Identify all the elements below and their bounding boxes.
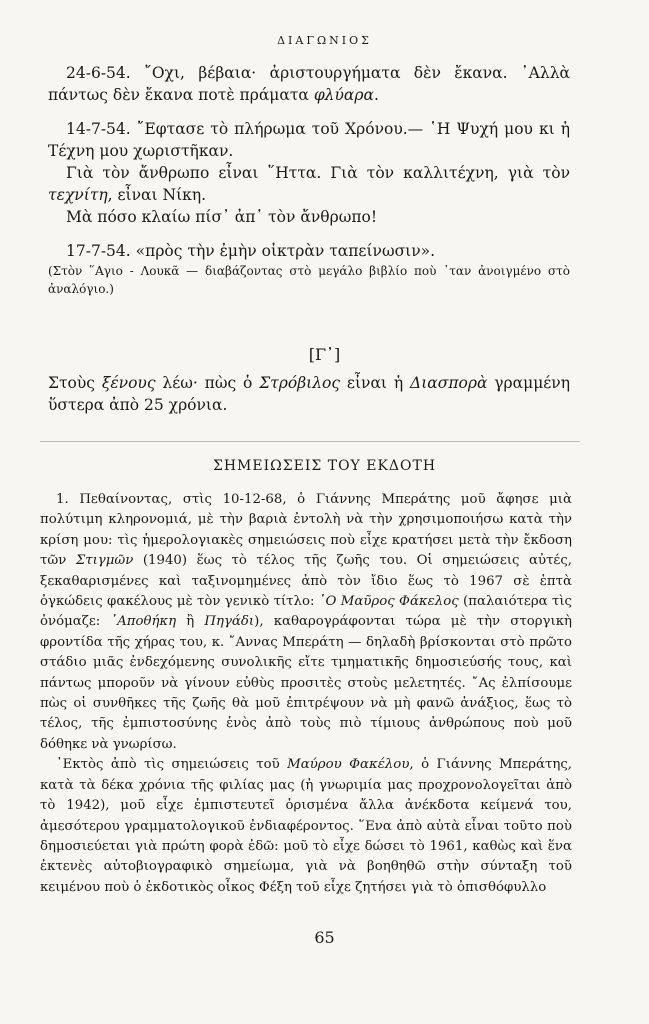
- entry-text: .: [373, 86, 379, 104]
- section-text-part: λέω· πὼς ὁ: [155, 374, 260, 392]
- diary-entries: [48, 62, 570, 310]
- section-emphasis: ξένους: [101, 374, 156, 392]
- notes-text: (1940) ἕως τὸ τέλος τῆς ζωῆς του. Οἱ σημειώσεις αὐτές, ξεκαθαρισμένες καὶ ταξινομημένες ἀπὸ τὸν ἴδιο ἕως τὸ 1967 σὲ ἑπτὰ ὀγκώδεις φακέλους μὲ τὸν γενικὸ τίτλο:: [40, 553, 572, 610]
- notes-text: ), καθαρογράφονται τώρα μὲ τὴν στοργικὴ φροντίδα τῆς χήρας του, κ. ῎Αννας Μπεράτη — δηλαδὴ βρίσκονται στὸ πρῶτο στάδιο μιᾶς ἐνδεχόμενης συνολικῆς εἴτε τμηματικῆς δημοσιεύσής τους, καὶ πάντως μποροῦν νὰ γίνουν εὐθὺς προσιτὲς στοὺς μελετητές. ῎Ας ἐλπίσουμε πὼς οἱ συνθῆκες τῆς ζωῆς θὰ μοῦ ἐπιτρέψουν νὰ μὴ φανῶ ἀνάξιος, ἕως τὸ τέλος, τῆς ἐμπιστοσύνης ἑνὸς ἀπὸ τοὺς πιὸ τίμιους ἀνθρώπους ποὺ μοῦ δόθηκε νὰ γνωρίσω.: [40, 614, 572, 752]
- editor-notes: [40, 490, 572, 898]
- entry-text: ῎Οχι, βέβαια· ἀριστουργήματα δὲν ἔκανα. ᾽Αλλὰ πάντως δὲν ἔκανα ποτὲ πράματα: [48, 64, 570, 104]
- entry-paragraph: Μὰ πόσο κλαίω πίσ᾽ ἀπ᾽ τὸν ἄνθρωπο!: [66, 208, 378, 226]
- notes-title: ΣΗΜΕΙΩΣΕΙΣ ΤΟΥ ΕΚΔΟΤΗ: [212, 458, 437, 474]
- entry-text: «πρὸς τὴν ἐμὴν οἰκτρὰν ταπείνωσιν».: [130, 242, 436, 260]
- entry-paragraph: [48, 118, 570, 162]
- notes-text: 1. Πεθαίνοντας, στὶς 10-12-68, ὁ Γιάννης Μπεράτης μοῦ ἄφησε μιὰ πολύτιμη κληρονομιά, μὲ τὴν βαριὰ ἐντολὴ νὰ τὴν χρησιμοποιήσω κατὰ τὴν κρίση μου: τὶς ἡμερολογιακὲς σημειώσεις ποὺ εἶχε κρατήσει μετὰ τὴν ἔκδοση τῶν: [40, 492, 572, 569]
- divider-rule: [40, 441, 580, 442]
- section-text-part: γραμμένη ὕστερα ἀπὸ 25 χρόνια.: [48, 374, 571, 414]
- notes-text: , ὁ Γιάννης Μπεράτης, κατὰ τὰ δέκα χρόνια τῆς φιλίας μας (ἡ γνωριμία μας προχρονολογεῖται ἀπὸ τὸ 1942), μοῦ εἶχε ἐμπιστευτεῖ ὁρισμένα ἄλλα ἀνέκδοτα κείμενά του, ἀμεσότερου γραμματολογικοῦ ἐνδιαφέροντος. ῞Ενα ἀπὸ αὐτὰ εἶναι τοῦτο ποὺ δημοσιεύεται γιὰ πρώτη φορὰ ἐδῶ: μοῦ τὸ εἶχε δώσει τὸ 1961, καθὼς καὶ ἕνα ἐκτενὲς αὐτοβιογραφικὸ σημείωμα, γιὰ νὰ βοηθηθῶ στὴν σύνταξη τοῦ κειμένου ποὺ ὁ ἐκδοτικὸς οἶκος Φέξη τοῦ εἶχε ζητήσει γιὰ τὸ ὀπισθόφυλλο: [40, 757, 572, 895]
- entry-paragraph: [48, 240, 570, 262]
- notes-paragraph: [40, 755, 572, 898]
- notes-emphasis: ῾Ο Μαῦρος Φάκελος: [318, 594, 459, 610]
- entry-note: (Στὸν ῞Αγιο - Λουκᾶ — διαβάζοντας στὸ μεγάλο βιβλίο ποὺ ᾽ταν ἀνοιγμένο στὸ ἀναλόγιο.): [48, 264, 570, 296]
- section-text-part: εἶναι ἡ: [340, 374, 410, 392]
- entry-date: 24-6-54.: [66, 64, 131, 82]
- section-emphasis: Στρόβιλος: [259, 374, 341, 392]
- page-number: 65: [314, 928, 335, 947]
- notes-emphasis: Πηγάδι: [204, 614, 255, 630]
- running-head: ΔΙΑΓΩΝΙΟΣ: [277, 34, 372, 47]
- notes-emphasis: Στιγμῶν: [75, 553, 134, 569]
- entry-text: ῎Εφτασε τὸ πλήρωμα τοῦ Χρόνου.— ῾Η Ψυχή μου κι ἡ Τέχνη μου χωριστῆκαν.: [48, 120, 570, 160]
- diary-entry: [48, 118, 570, 228]
- section-text-part: Στοὺς: [48, 374, 102, 392]
- section-mark: [Γ᾽]: [308, 345, 341, 364]
- diary-entry: [48, 240, 570, 298]
- entry-date: 17-7-54.: [66, 242, 131, 260]
- notes-text: ἢ: [176, 614, 205, 630]
- notes-emphasis: Μαύρου Φακέλου: [287, 757, 410, 773]
- notes-paragraph: [40, 490, 572, 755]
- entry-emphasis: τεχνίτη: [48, 186, 108, 204]
- notes-text: (παλαιότερα τὶς ὀνόμαζε:: [40, 594, 572, 630]
- entry-paragraph: [48, 162, 570, 206]
- entry-text: Γιὰ τὸν ἄνθρωπο εἶναι ῞Ηττα. Γιὰ τὸν καλλιτέχνη, γιὰ τὸν: [66, 164, 570, 182]
- notes-text: ᾽Εκτὸς ἀπὸ τὶς σημειώσεις τοῦ: [56, 757, 288, 773]
- section-emphasis: Διασπορὰ: [410, 374, 488, 392]
- section-paragraph: [48, 372, 570, 416]
- entry-text: , εἶναι Νίκη.: [107, 186, 207, 204]
- entry-paragraph: [48, 62, 570, 106]
- diary-entry: [48, 62, 570, 106]
- notes-emphasis: ᾽Αποθήκη: [110, 614, 177, 630]
- entry-date: 14-7-54.: [66, 120, 131, 138]
- entry-emphasis: φλύαρα: [313, 86, 374, 104]
